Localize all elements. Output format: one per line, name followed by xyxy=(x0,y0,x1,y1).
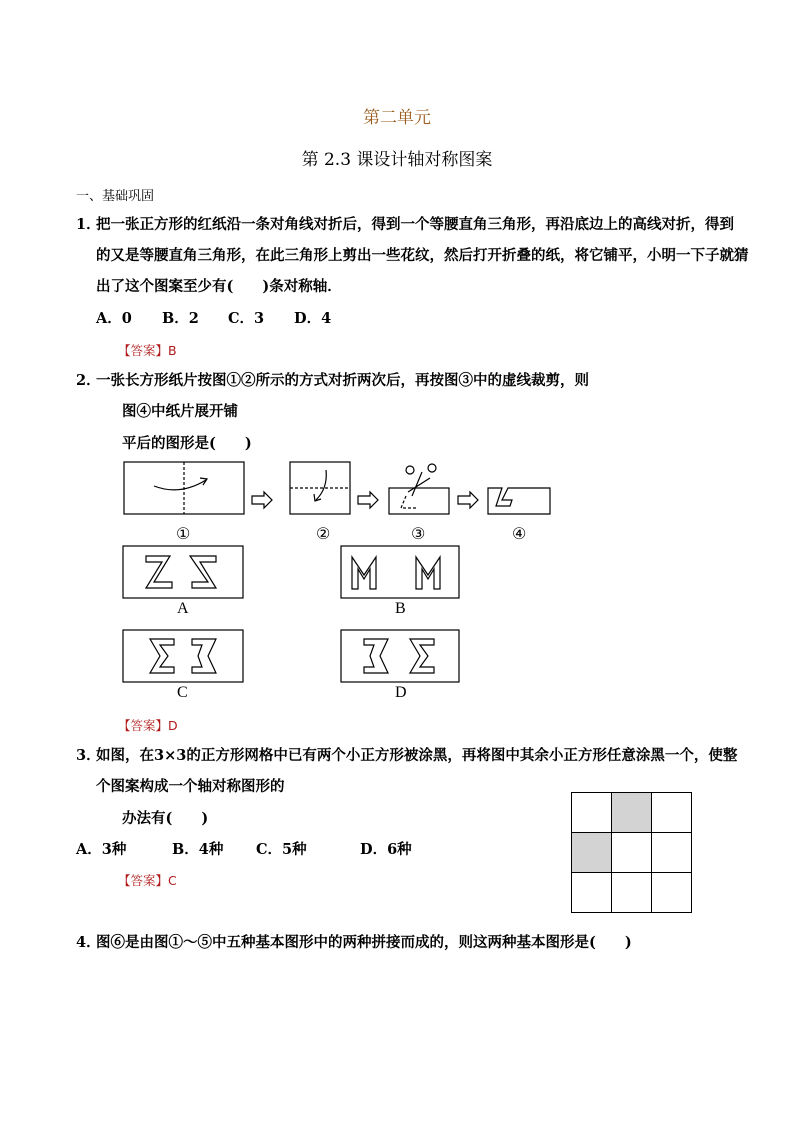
answer xyxy=(118,341,177,359)
grid-cell xyxy=(571,872,612,913)
question-number: 4． xyxy=(76,934,101,951)
question-text: 图⑥是由图①～⑤中五种基本图形中的两种拼接而成的，则这两种基本图形是( ) xyxy=(96,934,632,951)
question-text-line: 把一张正方形的红纸沿一条对角线对折后，得到一个等腰直角三角形，再沿底边上的高线对折，得到 xyxy=(96,216,734,233)
step-label-4: ④ xyxy=(512,526,527,543)
answer-value: B xyxy=(168,343,177,358)
option-d: D．6种 xyxy=(360,841,412,858)
option-d-figure xyxy=(340,629,460,683)
grid-figure xyxy=(571,792,693,914)
grid-cell xyxy=(611,872,652,913)
answer-label: 【答案】 xyxy=(118,873,169,888)
question-text-line: 出了这个图案至少有( )条对称轴． xyxy=(96,278,342,295)
step2-fold-arrow xyxy=(316,470,326,500)
section-heading: 一、基础巩固 xyxy=(76,189,155,204)
option-c: C．5种 xyxy=(256,841,307,858)
option-d-label: D xyxy=(395,684,407,701)
answer-label: 【答案】 xyxy=(118,343,169,358)
grid-cell xyxy=(571,792,612,833)
question-text-line: 办法有( ) xyxy=(122,810,209,827)
unit-title: 第二单元 xyxy=(363,108,431,128)
option-c: C．3 xyxy=(228,310,265,327)
process-arrow-icon xyxy=(458,492,478,508)
question-text-line: 一张长方形纸片按图①②所示的方式对折两次后，再按图③中的虚线裁剪，则 xyxy=(96,372,589,389)
option-c-label: C xyxy=(177,684,188,701)
question-text-line: 个图案构成一个轴对称图形的 xyxy=(96,778,285,795)
question-text-line: 平后的图形是( ) xyxy=(122,435,252,452)
option-b: B．2 xyxy=(162,310,199,327)
answer xyxy=(118,716,178,734)
option-b-figure xyxy=(340,545,460,599)
grid-cell xyxy=(651,832,692,873)
question-number: 1． xyxy=(76,216,101,233)
option-b-label: B xyxy=(395,600,406,617)
option-a: A．0 xyxy=(96,310,132,327)
answer xyxy=(118,871,177,889)
question-text-line: 的又是等腰直角三角形，在此三角形上剪出一些花纹，然后打开折叠的纸，将它铺平，小明一下子就猜 xyxy=(96,247,749,264)
scissors-icon xyxy=(406,464,436,496)
grid-cell xyxy=(651,792,692,833)
option-a-label: A xyxy=(177,600,189,617)
question-text-line: 图④中纸片展开铺 xyxy=(122,403,238,420)
option-b: B．4种 xyxy=(172,841,224,858)
step-label-3: ③ xyxy=(411,526,426,543)
answer-label: 【答案】 xyxy=(118,718,169,733)
step4-paper xyxy=(488,488,550,514)
lesson-title: 第 2.3 课设计轴对称图案 xyxy=(301,150,493,170)
option-a: A．3种 xyxy=(76,841,127,858)
option-a-figure xyxy=(122,545,244,599)
process-arrow-icon xyxy=(358,492,378,508)
step3-paper xyxy=(389,488,449,514)
grid-cell xyxy=(571,832,612,873)
folding-steps-figure xyxy=(118,456,558,526)
step1-fold-arrow xyxy=(154,480,206,490)
option-d: D．4 xyxy=(294,310,332,327)
grid-cell xyxy=(611,792,652,833)
question-text-line: 如图，在3×3的正方形网格中已有两个小正方形被涂黑，再将图中其余小正方形任意涂黑一个，使整 xyxy=(96,747,738,764)
option-c-figure xyxy=(122,629,244,683)
grid-cell xyxy=(651,872,692,913)
step3-cut-line xyxy=(401,496,418,508)
step-label-2: ② xyxy=(316,526,331,543)
answer-value: D xyxy=(168,718,178,733)
step-label-1: ① xyxy=(176,526,191,543)
grid-cell xyxy=(611,832,652,873)
question-number: 2． xyxy=(76,372,101,389)
process-arrow-icon xyxy=(252,492,272,508)
answer-value: C xyxy=(168,873,177,888)
question-number: 3． xyxy=(76,747,101,764)
